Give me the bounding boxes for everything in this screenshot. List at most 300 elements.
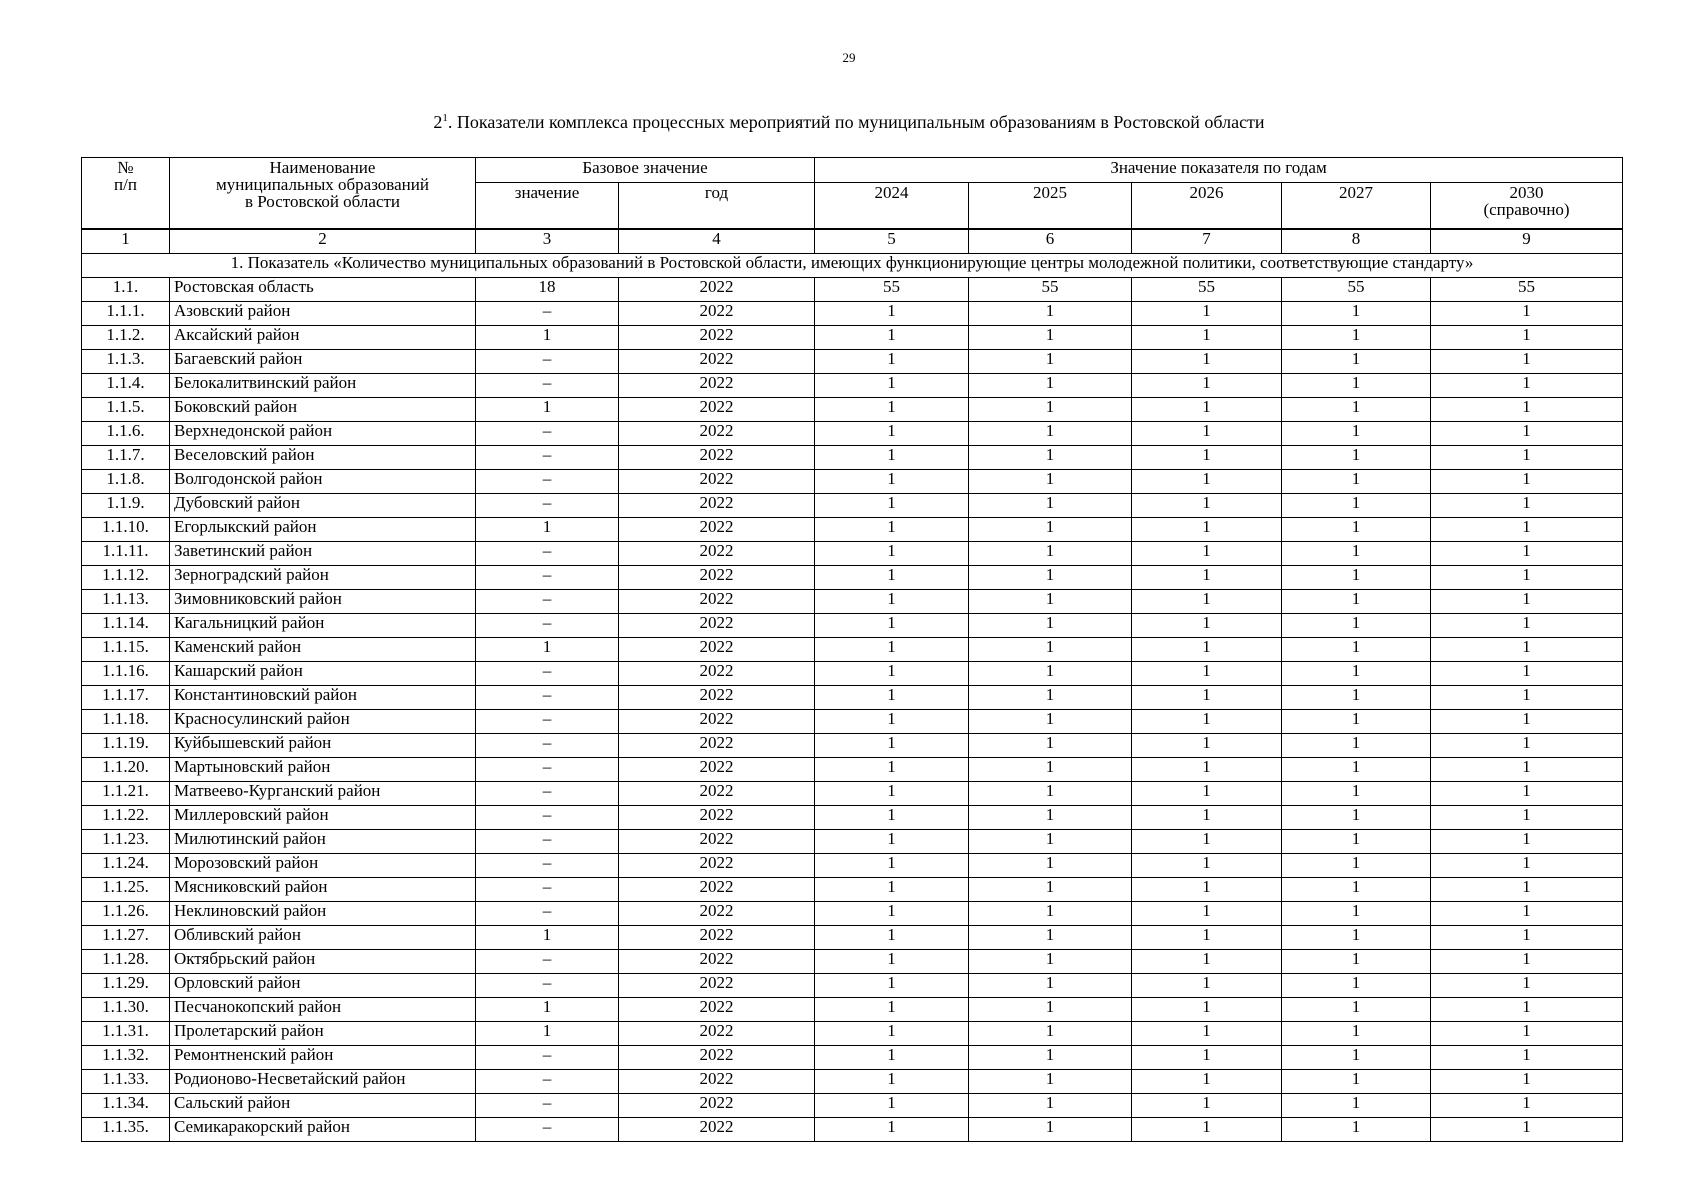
municipality-name: Егорлыкский район <box>170 517 476 541</box>
value-2025: 1 <box>969 469 1132 493</box>
value-2025: 1 <box>969 325 1132 349</box>
value-2027: 1 <box>1282 661 1431 685</box>
value-2026: 1 <box>1132 445 1282 469</box>
row-number: 1.1.1. <box>82 301 170 325</box>
row-number: 1.1.13. <box>82 589 170 613</box>
base-year: 2022 <box>619 973 815 997</box>
header-base-group: Базовое значение <box>476 158 815 183</box>
table-row <box>82 301 1623 325</box>
value-2024: 1 <box>815 589 969 613</box>
base-value: – <box>476 421 619 445</box>
municipality-name: Матвеево-Курганский район <box>170 781 476 805</box>
value-2024: 1 <box>815 949 969 973</box>
base-value: 1 <box>476 397 619 421</box>
table-row <box>82 1021 1623 1045</box>
value-2025: 1 <box>969 1045 1132 1069</box>
base-value: – <box>476 469 619 493</box>
indicator-title-row <box>82 253 1623 277</box>
municipality-name: Зимовниковский район <box>170 589 476 613</box>
municipality-name: Обливский район <box>170 925 476 949</box>
base-value: – <box>476 949 619 973</box>
base-year: 2022 <box>619 541 815 565</box>
value-2027: 1 <box>1282 301 1431 325</box>
value-2025: 1 <box>969 349 1132 373</box>
value-2030: 1 <box>1431 997 1623 1021</box>
base-value: – <box>476 1045 619 1069</box>
value-2025: 1 <box>969 493 1132 517</box>
table-row <box>82 1069 1623 1093</box>
base-year: 2022 <box>619 325 815 349</box>
value-2026: 1 <box>1132 997 1282 1021</box>
indicator-title: 1. Показатель «Количество муниципальных образований в Ростовской области, имеющих функционирующие центры молодежной политики, соответствующие стандарту» <box>82 253 1623 277</box>
value-2024: 1 <box>815 613 969 637</box>
value-2030: 1 <box>1431 397 1623 421</box>
title-text: . Показатели комплекса процессных мероприятий по муниципальным образованиям в Ростовской области <box>447 112 1265 132</box>
base-year: 2022 <box>619 373 815 397</box>
value-2025: 1 <box>969 1093 1132 1117</box>
value-2024: 1 <box>815 757 969 781</box>
base-year: 2022 <box>619 1093 815 1117</box>
table-row <box>82 397 1623 421</box>
row-number: 1.1.9. <box>82 493 170 517</box>
value-2026: 1 <box>1132 853 1282 877</box>
value-2026: 1 <box>1132 757 1282 781</box>
value-2025: 1 <box>969 901 1132 925</box>
value-2027: 1 <box>1282 325 1431 349</box>
table-row <box>82 877 1623 901</box>
base-value: – <box>476 805 619 829</box>
value-2026: 1 <box>1132 325 1282 349</box>
table-header <box>82 158 1623 229</box>
value-2026: 1 <box>1132 373 1282 397</box>
base-year: 2022 <box>619 757 815 781</box>
table-row <box>82 901 1623 925</box>
header-number: № п/п <box>82 158 170 229</box>
municipality-name: Веселовский район <box>170 445 476 469</box>
base-year: 2022 <box>619 469 815 493</box>
row-number: 1.1.18. <box>82 709 170 733</box>
row-number: 1.1.24. <box>82 853 170 877</box>
value-2027: 1 <box>1282 517 1431 541</box>
row-number: 1.1.28. <box>82 949 170 973</box>
table-row <box>82 637 1623 661</box>
municipality-name: Каменский район <box>170 637 476 661</box>
value-2024: 1 <box>815 469 969 493</box>
row-number: 1.1.5. <box>82 397 170 421</box>
value-2030: 1 <box>1431 781 1623 805</box>
table-row <box>82 709 1623 733</box>
value-2024: 1 <box>815 829 969 853</box>
table-row <box>82 1093 1623 1117</box>
value-2027: 1 <box>1282 589 1431 613</box>
value-2030: 1 <box>1431 541 1623 565</box>
value-2024: 1 <box>815 325 969 349</box>
header-name: Наименование муниципальных образований в Ростовской области <box>170 158 476 229</box>
value-2025: 1 <box>969 997 1132 1021</box>
value-2027: 1 <box>1282 829 1431 853</box>
value-2027: 1 <box>1282 973 1431 997</box>
municipality-name: Куйбышевский район <box>170 733 476 757</box>
base-value: – <box>476 973 619 997</box>
table-row <box>82 1045 1623 1069</box>
table-row <box>82 925 1623 949</box>
header-base-year: год <box>619 183 815 229</box>
value-2025: 55 <box>969 277 1132 301</box>
header-year-2024: 2024 <box>815 183 969 229</box>
value-2024: 1 <box>815 1021 969 1045</box>
value-2030: 1 <box>1431 949 1623 973</box>
base-value: 1 <box>476 997 619 1021</box>
value-2024: 1 <box>815 541 969 565</box>
base-year: 2022 <box>619 637 815 661</box>
value-2025: 1 <box>969 637 1132 661</box>
row-number: 1.1.7. <box>82 445 170 469</box>
base-value: – <box>476 733 619 757</box>
value-2024: 1 <box>815 421 969 445</box>
value-2025: 1 <box>969 301 1132 325</box>
value-2026: 1 <box>1132 397 1282 421</box>
base-year: 2022 <box>619 1021 815 1045</box>
base-year: 2022 <box>619 661 815 685</box>
row-number: 1.1.6. <box>82 421 170 445</box>
base-year: 2022 <box>619 1069 815 1093</box>
table-row <box>82 349 1623 373</box>
value-2030: 1 <box>1431 709 1623 733</box>
table-row <box>82 589 1623 613</box>
table-row <box>82 541 1623 565</box>
row-number: 1.1.4. <box>82 373 170 397</box>
base-value: – <box>476 301 619 325</box>
header-base-value: значение <box>476 183 619 229</box>
base-value: – <box>476 589 619 613</box>
value-2026: 1 <box>1132 949 1282 973</box>
value-2025: 1 <box>969 685 1132 709</box>
value-2030: 1 <box>1431 565 1623 589</box>
value-2026: 1 <box>1132 925 1282 949</box>
municipality-name: Дубовский район <box>170 493 476 517</box>
value-2026: 1 <box>1132 1117 1282 1141</box>
value-2027: 1 <box>1282 997 1431 1021</box>
value-2026: 1 <box>1132 877 1282 901</box>
row-number: 1.1.25. <box>82 877 170 901</box>
value-2030: 1 <box>1431 1045 1623 1069</box>
base-value: – <box>476 493 619 517</box>
base-value: – <box>476 709 619 733</box>
value-2027: 1 <box>1282 949 1431 973</box>
title-superscript: 1 <box>442 112 448 124</box>
value-2030: 1 <box>1431 1069 1623 1093</box>
value-2027: 1 <box>1282 1093 1431 1117</box>
base-year: 2022 <box>619 613 815 637</box>
table-row <box>82 325 1623 349</box>
value-2025: 1 <box>969 1117 1132 1141</box>
base-year: 2022 <box>619 1045 815 1069</box>
row-number: 1.1.35. <box>82 1117 170 1141</box>
value-2027: 1 <box>1282 541 1431 565</box>
value-2024: 1 <box>815 373 969 397</box>
base-year: 2022 <box>619 733 815 757</box>
value-2025: 1 <box>969 517 1132 541</box>
value-2027: 1 <box>1282 637 1431 661</box>
value-2030: 1 <box>1431 973 1623 997</box>
base-value: – <box>476 757 619 781</box>
value-2024: 1 <box>815 349 969 373</box>
base-value: – <box>476 565 619 589</box>
value-2025: 1 <box>969 589 1132 613</box>
header-year-2030: 2030 (справочно) <box>1431 183 1623 229</box>
value-2025: 1 <box>969 781 1132 805</box>
value-2027: 1 <box>1282 709 1431 733</box>
municipality-name: Кагальницкий район <box>170 613 476 637</box>
value-2030: 55 <box>1431 277 1623 301</box>
row-number: 1.1.11. <box>82 541 170 565</box>
value-2026: 1 <box>1132 589 1282 613</box>
value-2030: 1 <box>1431 373 1623 397</box>
value-2024: 1 <box>815 997 969 1021</box>
value-2025: 1 <box>969 1021 1132 1045</box>
base-value: – <box>476 1117 619 1141</box>
base-year: 2022 <box>619 781 815 805</box>
value-2030: 1 <box>1431 1093 1623 1117</box>
value-2024: 1 <box>815 493 969 517</box>
value-2027: 1 <box>1282 1069 1431 1093</box>
row-number: 1.1.22. <box>82 805 170 829</box>
column-number: 8 <box>1282 229 1431 254</box>
value-2026: 1 <box>1132 1069 1282 1093</box>
base-value: – <box>476 1093 619 1117</box>
value-2024: 1 <box>815 517 969 541</box>
value-2026: 1 <box>1132 613 1282 637</box>
value-2027: 1 <box>1282 1021 1431 1045</box>
municipality-name: Константиновский район <box>170 685 476 709</box>
value-2025: 1 <box>969 421 1132 445</box>
row-number: 1.1.15. <box>82 637 170 661</box>
value-2030: 1 <box>1431 685 1623 709</box>
base-year: 2022 <box>619 301 815 325</box>
row-number: 1.1.27. <box>82 925 170 949</box>
value-2025: 1 <box>969 925 1132 949</box>
row-number: 1.1.8. <box>82 469 170 493</box>
value-2025: 1 <box>969 949 1132 973</box>
value-2026: 1 <box>1132 805 1282 829</box>
value-2025: 1 <box>969 445 1132 469</box>
value-2024: 1 <box>815 1093 969 1117</box>
value-2024: 1 <box>815 397 969 421</box>
value-2030: 1 <box>1431 469 1623 493</box>
value-2026: 1 <box>1132 421 1282 445</box>
value-2027: 1 <box>1282 877 1431 901</box>
base-value: – <box>476 877 619 901</box>
value-2024: 1 <box>815 685 969 709</box>
row-number: 1.1.32. <box>82 1045 170 1069</box>
value-2026: 1 <box>1132 661 1282 685</box>
page-number: 29 <box>842 50 856 65</box>
base-value: – <box>476 445 619 469</box>
value-2026: 1 <box>1132 301 1282 325</box>
table-row <box>82 829 1623 853</box>
municipality-name: Верхнедонской район <box>170 421 476 445</box>
title-prefix: 2 <box>433 112 443 132</box>
base-year: 2022 <box>619 709 815 733</box>
value-2026: 1 <box>1132 1021 1282 1045</box>
value-2027: 1 <box>1282 445 1431 469</box>
column-number: 2 <box>170 229 476 254</box>
column-number: 1 <box>82 229 170 254</box>
value-2030: 1 <box>1431 613 1623 637</box>
column-number: 5 <box>815 229 969 254</box>
value-2025: 1 <box>969 541 1132 565</box>
base-year: 2022 <box>619 949 815 973</box>
table-row <box>82 613 1623 637</box>
row-number: 1.1.10. <box>82 517 170 541</box>
base-year: 2022 <box>619 1117 815 1141</box>
row-number: 1.1.31. <box>82 1021 170 1045</box>
table-row <box>82 733 1623 757</box>
table-row <box>82 445 1623 469</box>
value-2030: 1 <box>1431 589 1623 613</box>
table-row <box>82 493 1623 517</box>
value-2030: 1 <box>1431 733 1623 757</box>
value-2025: 1 <box>969 397 1132 421</box>
value-2027: 1 <box>1282 397 1431 421</box>
value-2024: 1 <box>815 709 969 733</box>
municipality-name: Миллеровский район <box>170 805 476 829</box>
base-value: – <box>476 1069 619 1093</box>
base-year: 2022 <box>619 685 815 709</box>
value-2027: 1 <box>1282 733 1431 757</box>
header-year-2027: 2027 <box>1282 183 1431 229</box>
row-number: 1.1.30. <box>82 997 170 1021</box>
value-2024: 1 <box>815 1045 969 1069</box>
value-2026: 1 <box>1132 973 1282 997</box>
base-value: 1 <box>476 325 619 349</box>
base-year: 2022 <box>619 853 815 877</box>
base-value: 18 <box>476 277 619 301</box>
value-2025: 1 <box>969 973 1132 997</box>
row-number: 1.1.23. <box>82 829 170 853</box>
value-2026: 1 <box>1132 541 1282 565</box>
column-number: 3 <box>476 229 619 254</box>
value-2024: 1 <box>815 781 969 805</box>
value-2027: 1 <box>1282 853 1431 877</box>
value-2024: 55 <box>815 277 969 301</box>
value-2024: 1 <box>815 1069 969 1093</box>
column-number: 7 <box>1132 229 1282 254</box>
base-value: – <box>476 373 619 397</box>
table-row <box>82 973 1623 997</box>
value-2030: 1 <box>1431 493 1623 517</box>
table-row <box>82 997 1623 1021</box>
value-2025: 1 <box>969 373 1132 397</box>
value-2025: 1 <box>969 829 1132 853</box>
value-2026: 1 <box>1132 901 1282 925</box>
municipality-name: Заветинский район <box>170 541 476 565</box>
value-2024: 1 <box>815 901 969 925</box>
base-value: – <box>476 781 619 805</box>
table-row <box>82 757 1623 781</box>
page-title <box>0 112 1698 133</box>
base-year: 2022 <box>619 589 815 613</box>
table-row <box>82 277 1623 301</box>
value-2025: 1 <box>969 733 1132 757</box>
value-2030: 1 <box>1431 517 1623 541</box>
municipality-name: Орловский район <box>170 973 476 997</box>
base-year: 2022 <box>619 925 815 949</box>
row-number: 1.1.34. <box>82 1093 170 1117</box>
municipality-name: Октябрьский район <box>170 949 476 973</box>
value-2030: 1 <box>1431 325 1623 349</box>
indicators-table <box>81 157 1623 1142</box>
municipality-name: Красносулинский район <box>170 709 476 733</box>
base-year: 2022 <box>619 829 815 853</box>
row-number: 1.1.3. <box>82 349 170 373</box>
column-number: 9 <box>1431 229 1623 254</box>
municipality-name: Семикаракорский район <box>170 1117 476 1141</box>
value-2024: 1 <box>815 973 969 997</box>
base-year: 2022 <box>619 397 815 421</box>
row-number: 1.1.14. <box>82 613 170 637</box>
value-2024: 1 <box>815 877 969 901</box>
value-2025: 1 <box>969 805 1132 829</box>
value-2026: 55 <box>1132 277 1282 301</box>
value-2025: 1 <box>969 565 1132 589</box>
base-year: 2022 <box>619 349 815 373</box>
value-2025: 1 <box>969 1069 1132 1093</box>
municipality-name: Азовский район <box>170 301 476 325</box>
base-year: 2022 <box>619 997 815 1021</box>
row-number: 1.1. <box>82 277 170 301</box>
table-row <box>82 805 1623 829</box>
value-2030: 1 <box>1431 445 1623 469</box>
base-value: – <box>476 541 619 565</box>
value-2030: 1 <box>1431 1021 1623 1045</box>
municipality-name: Сальский район <box>170 1093 476 1117</box>
row-number: 1.1.2. <box>82 325 170 349</box>
value-2024: 1 <box>815 733 969 757</box>
value-2024: 1 <box>815 805 969 829</box>
value-2030: 1 <box>1431 805 1623 829</box>
row-number: 1.1.12. <box>82 565 170 589</box>
value-2030: 1 <box>1431 421 1623 445</box>
header-year-2026: 2026 <box>1132 183 1282 229</box>
base-value: 1 <box>476 637 619 661</box>
table-row <box>82 661 1623 685</box>
value-2024: 1 <box>815 637 969 661</box>
municipality-name: Пролетарский район <box>170 1021 476 1045</box>
value-2027: 1 <box>1282 805 1431 829</box>
value-2027: 1 <box>1282 349 1431 373</box>
value-2030: 1 <box>1431 637 1623 661</box>
row-number: 1.1.29. <box>82 973 170 997</box>
base-value: 1 <box>476 517 619 541</box>
table-row <box>82 565 1623 589</box>
municipality-name: Белокалитвинский район <box>170 373 476 397</box>
value-2026: 1 <box>1132 517 1282 541</box>
table-row <box>82 1117 1623 1141</box>
base-year: 2022 <box>619 445 815 469</box>
value-2030: 1 <box>1431 301 1623 325</box>
base-year: 2022 <box>619 277 815 301</box>
table-row <box>82 853 1623 877</box>
value-2030: 1 <box>1431 757 1623 781</box>
municipality-name: Боковский район <box>170 397 476 421</box>
table-row <box>82 373 1623 397</box>
value-2027: 1 <box>1282 613 1431 637</box>
value-2027: 1 <box>1282 757 1431 781</box>
value-2030: 1 <box>1431 901 1623 925</box>
value-2027: 1 <box>1282 781 1431 805</box>
value-2027: 1 <box>1282 685 1431 709</box>
